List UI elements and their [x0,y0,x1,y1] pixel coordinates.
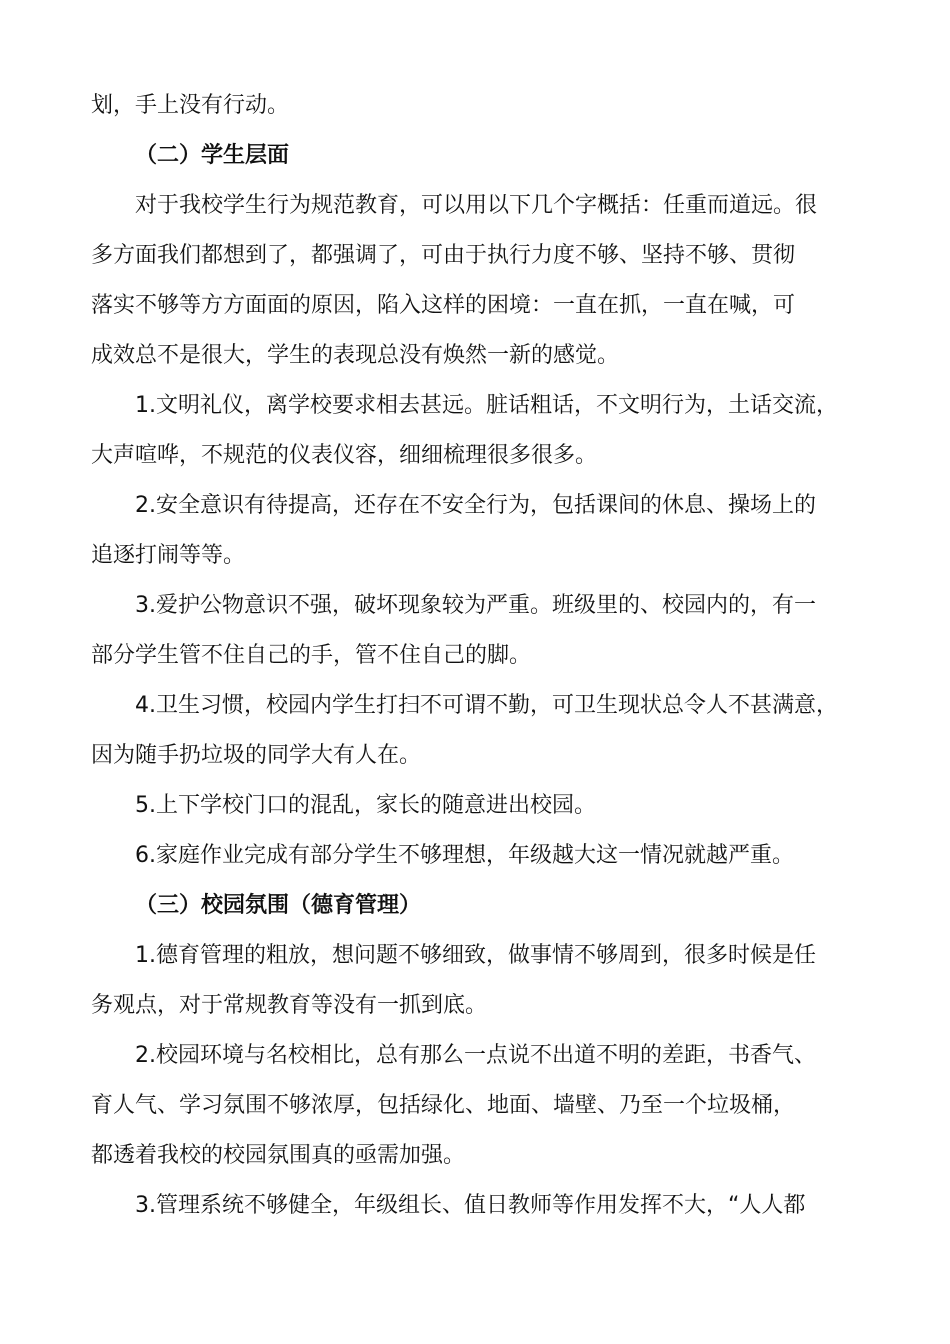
paragraph-line: 6.家庭作业完成有部分学生不够理想，年级越大这一情况就越严重。 [135,843,794,868]
paragraph-line: 2.校园环境与名校相比，总有那么一点说不出道不明的差距，书香气、 [135,1043,816,1068]
paragraph-line: 落实不够等方方面面的原因，陷入这样的困境：一直在抓，一直在喊，可 [91,293,796,318]
paragraph-line: 对于我校学生行为规范教育，可以用以下几个字概括：任重而道远。很 [135,193,818,218]
paragraph-line: 3.爱护公物意识不强，破坏现象较为严重。班级里的、校园内的，有一 [135,593,816,618]
paragraph-line: 1.文明礼仪，离学校要求相去甚远。脏话粗话，不文明行为，土话交流， [135,393,838,418]
paragraph-line: 5.上下学校门口的混乱，家长的随意进出校园。 [135,793,596,818]
paragraph-line: 2.安全意识有待提高，还存在不安全行为，包括课间的休息、操场上的 [135,493,816,518]
paragraph-line: 部分学生管不住自己的手，管不住自己的脚。 [91,643,532,668]
paragraph-line: 4.卫生习惯，校园内学生打扫不可谓不勤，可卫生现状总令人不甚满意， [135,693,838,718]
paragraph-line: 大声喧哗，不规范的仪表仪容，细细梳理很多很多。 [91,443,598,468]
paragraph-line: 务观点，对于常规教育等没有一抓到底。 [91,993,488,1018]
paragraph-line: 都透着我校的校园氛围真的亟需加强。 [91,1143,466,1168]
paragraph-line: 划，手上没有行动。 [91,93,290,118]
section-heading: （三）校园氛围（德育管理） [135,893,422,918]
paragraph-line: 成效总不是很大，学生的表现总没有焕然一新的感觉。 [91,343,620,368]
paragraph-line: 3.管理系统不够健全，年级组长、值日教师等作用发挥不大，“人人都 [135,1193,806,1218]
paragraph-line: 追逐打闹等等。 [91,543,246,568]
paragraph-line: 1.德育管理的粗放，想问题不够细致，做事情不够周到，很多时候是任 [135,943,816,968]
paragraph-line: 育人气、学习氛围不够浓厚，包括绿化、地面、墙壁、乃至一个垃圾桶， [91,1093,796,1118]
section-heading: （二）学生层面 [135,143,290,168]
paragraph-line: 因为随手扔垃圾的同学大有人在。 [91,743,422,768]
paragraph-line: 多方面我们都想到了，都强调了，可由于执行力度不够、坚持不够、贯彻 [91,243,796,268]
